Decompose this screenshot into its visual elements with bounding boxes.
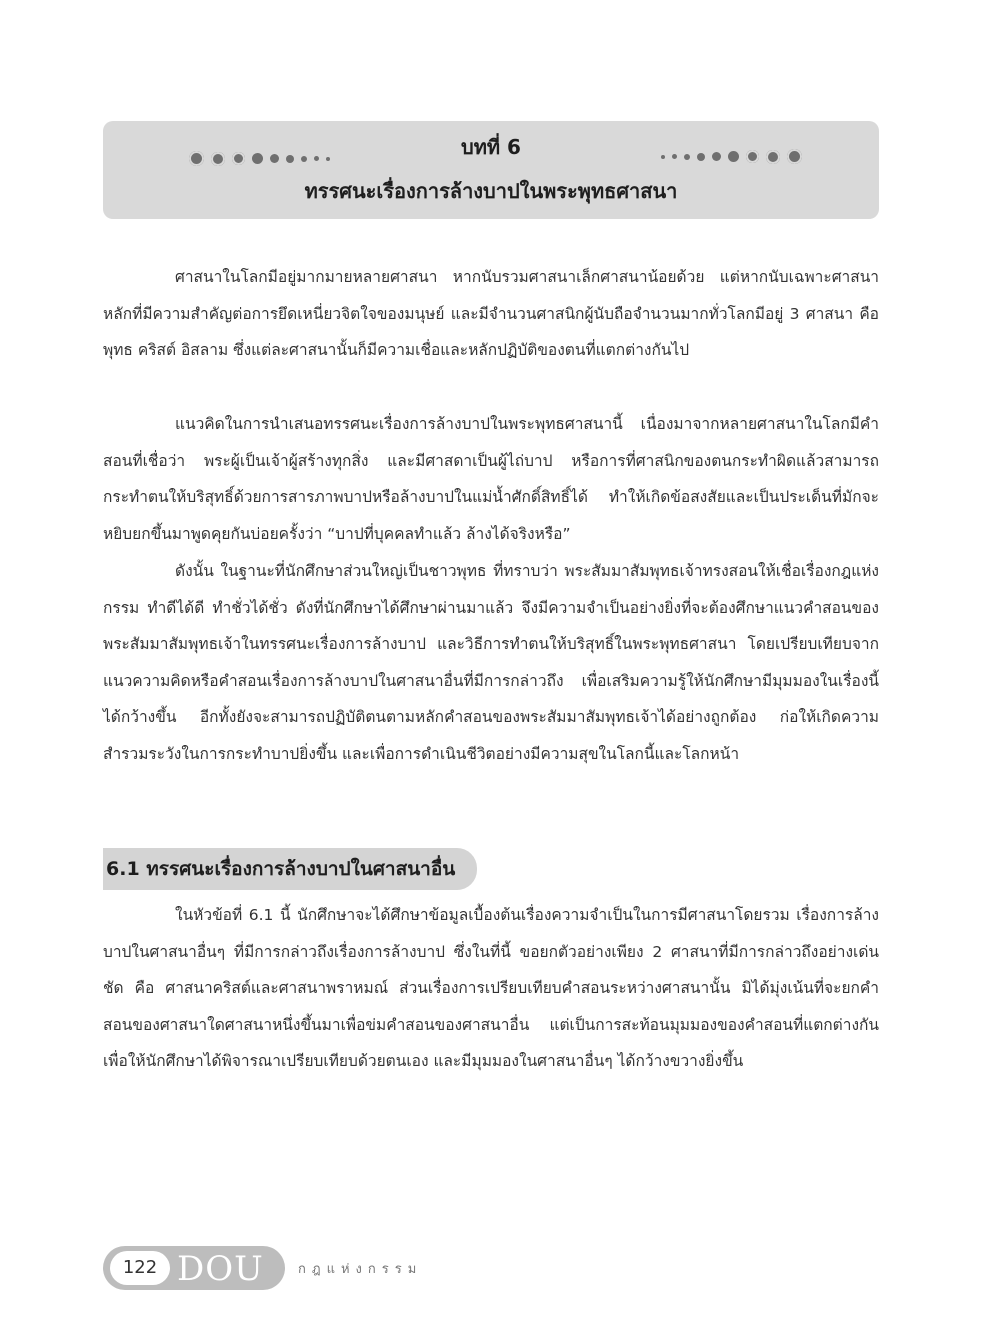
page-number: 122 [110,1251,170,1285]
chapter-number: บทที่ 6 [461,135,521,159]
paragraph: ดังนั้น ในฐานะที่นักศึกษาส่วนใหญ่เป็นชาวพุทธ ที่ทราบว่า พระสัมมาสัมพุทธเจ้าทรงสอนให้เชื่อเรื่องกฎแห่งกรรม ทำดีได้ดี ทำชั่วได้ชั่ว ดังที่นักศึกษาได้ศึกษาผ่านมาแล้ว จึงมีความจำเป็นอย่างยิ่งที่จะต้องศึกษาแนวคำสอนของพระสัมมาสัมพุทธเจ้าในทรรศนะเรื่องการล้างบาป และวิธีการทำตนให้บริสุทธิ์ในพระพุทธศาสนา โดยเปรียบเทียบจากแนวความคิดหรือคำสอนเรื่องการล้างบาปในศาสนาอื่นที่มีการกล่าวถึง เพื่อเสริมความรู้ให้นักศึกษามีมุมมองในเรื่องนี้ได้กว้างขึ้น อีกทั้งยังจะสามารถปฏิบัติตนตามหลักคำสอนของพระสัมมาสัมพุทธเจ้าได้อย่างถูกต้อง ก่อให้เกิดความสำรวมระวังในการกระทำบาปยิ่งขึ้น และเพื่อการดำเนินชีวิตอย่างมีความสุขในโลกนี้และโลกหน้า [103,562,879,763]
dot-icon [661,155,665,159]
dot-icon [712,152,721,161]
dot-icon [684,154,690,160]
dot-icon [697,153,705,161]
dot-icon [672,154,677,159]
dot-icon [728,151,739,162]
dou-logo: DOU [177,1249,264,1289]
paragraph: แนวคิดในการนำเสนอทรรศนะเรื่องการล้างบาปในพระพุทธศาสนานี้ เนื่องมาจากหลายศาสนาในโลกมีคำสอนที่เชื่อว่า พระผู้เป็นเจ้าผู้สร้างทุกสิ่ง และมีศาสดาเป็นผู้ไถ่บาป หรือการที่ศาสนิกของตนกระทำผิดแล้วสามารถกระทำตนให้บริสุทธิ์ด้วยการสารภาพบาปหรือล้างบาปในแม่น้ำศักดิ์สิทธิ์ได้ ทำให้เกิดข้อสงสัยและเป็นประเด็นที่มักจะหยิบยกขึ้นมาพูดคุยกันบ่อยครั้งว่า “บาปที่บุคคลทำแล้ว ล้างได้จริงหรือ” [103,415,879,543]
footer-badge [103,1246,285,1290]
book-title: กฎแห่งกรรม [298,1262,423,1277]
paragraph: ศาสนาในโลกมีอยู่มากมายหลายศาสนา หากนับรวมศาสนาเล็กศาสนาน้อยด้วย แต่หากนับเฉพาะศาสนาหลักที่มีความสำคัญต่อการยึดเหนี่ยวจิตใจของมนุษย์ และมีจำนวนศาสนิกผู้นับถือจำนวนมากทั่วโลกมีอยู่ 3 ศาสนา คือ พุทธ คริสต์ อิสลาม ซึ่งแต่ละศาสนานั้นก็มีความเชื่อและหลักปฏิบัติของตนที่แตกต่างกันไป [103,268,879,359]
section-heading: 6.1 ทรรศนะเรื่องการล้างบาปในศาสนาอื่น [103,848,477,890]
dot-icon [787,149,802,164]
decorative-dots-right [661,149,809,164]
dot-icon [766,150,780,164]
chapter-title: ทรรศนะเรื่องการล้างบาปในพระพุทธศาสนา [304,179,678,203]
dot-icon [746,150,759,163]
section-paragraph: ในหัวข้อที่ 6.1 นี้ นักศึกษาจะได้ศึกษาข้อมูลเบื้องต้นเรื่องความจำเป็นในการมีศาสนาโดยรวม เรื่องการล้างบาปในศาสนาอื่นๆ ที่มีการกล่าวถึงเรื่องการล้างบาป ซึ่งในที่นี้ ขอยกตัวอย่างเพียง 2 ศาสนาที่มีการกล่าวถึงอย่างเด่นชัด คือ ศาสนาคริสต์และศาสนาพราหมณ์ ส่วนเรื่องการเปรียบเทียบคำสอนระหว่างศาสนานั้น มิได้มุ่งเน้นที่จะยกคำสอนของศาสนาใดศาสนาหนึ่งขึ้นมาเพื่อข่มคำสอนของศาสนาอื่น แต่เป็นการสะท้อนมุมมองของคำสอนที่แตกต่างกัน เพื่อให้นักศึกษาได้พิจารณาเปรียบเทียบด้วยตนเอง และมีมุมมองในศาสนาอื่นๆ ได้กว้างขวางยิ่งขึ้น [103,906,879,1070]
chapter-header [103,121,879,219]
